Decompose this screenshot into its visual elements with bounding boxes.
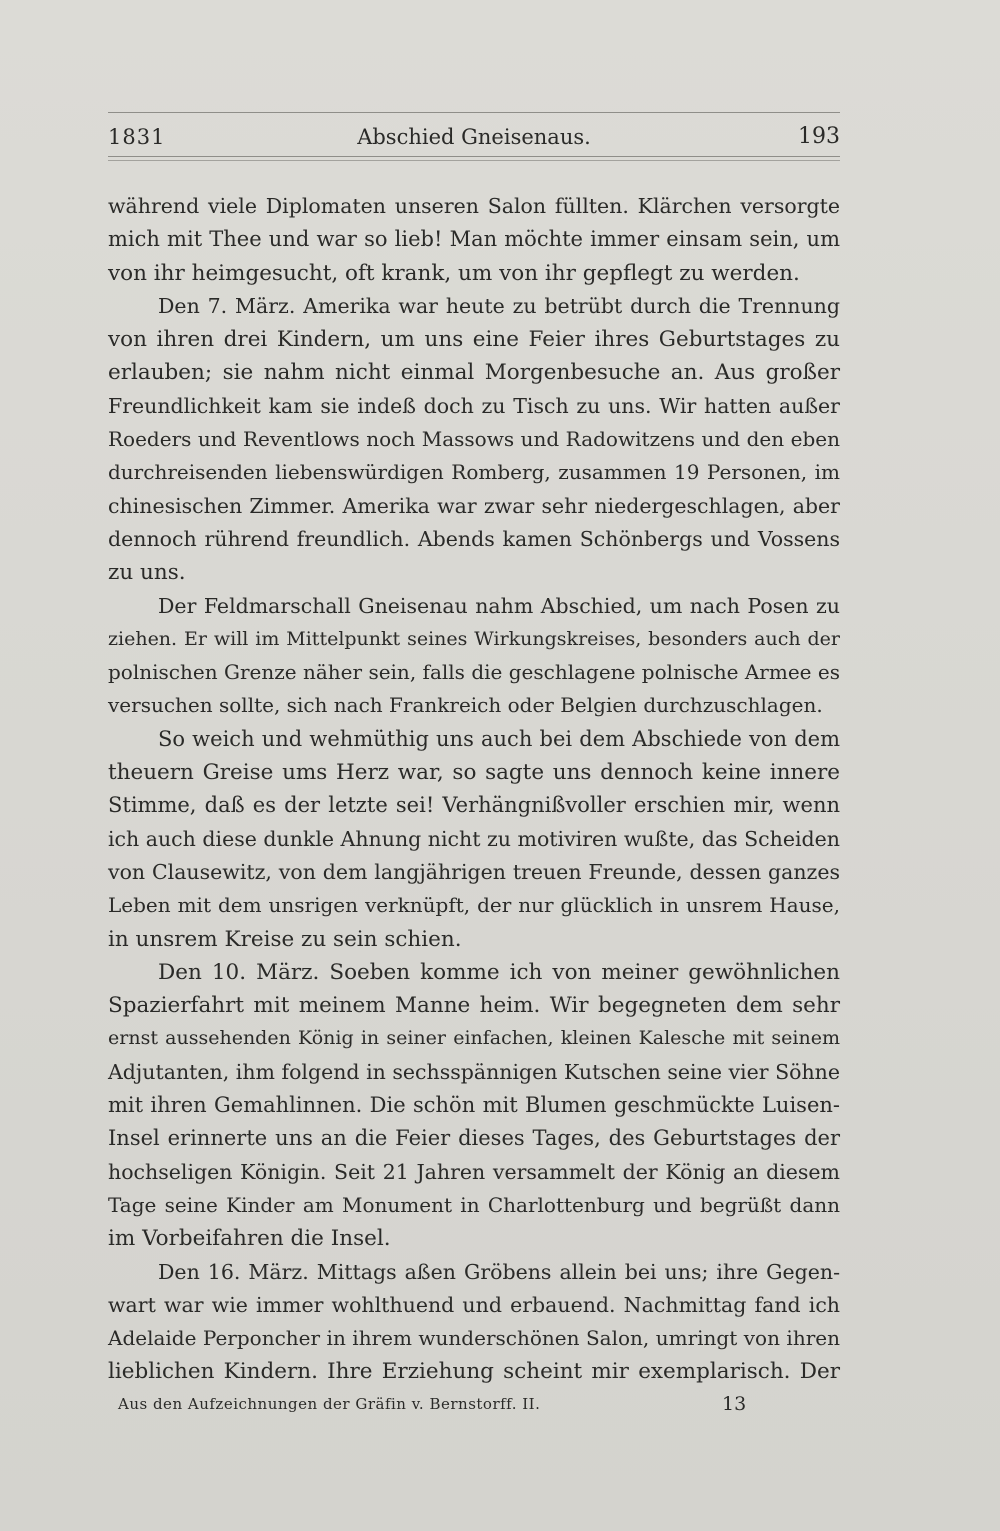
page-number: 193 [798, 124, 840, 149]
text-line: mit ihren Gemahlinnen. Die schön mit Blumen geschmückte Luisen- [108, 1093, 840, 1118]
text-line: versuchen sollte, sich nach Frankreich oder Belgien durchzuschlagen. [108, 693, 823, 718]
text-line: Spazierfahrt mit meinem Manne heim. Wir begegneten dem sehr [108, 993, 840, 1019]
text-line: Roeders und Reventlows noch Massows und Radowitzens und den eben [108, 427, 840, 452]
header-rule-bottom-thin [108, 160, 840, 161]
text-line: lieblichen Kindern. Ihre Erziehung scheint mir exemplarisch. Der [108, 1359, 840, 1385]
text-line: Stimme, daß es der letzte sei! Verhängnißvoller erschien mir, wenn [108, 793, 840, 818]
text-line: mich mit Thee und war so lieb! Man möchte immer einsam sein, um [108, 227, 840, 252]
text-line: theuern Greise ums Herz war, so sagte uns dennoch keine innere [108, 760, 840, 786]
text-line: Den 7. März. Amerika war heute zu betrübt durch die Trennung [158, 293, 840, 318]
signature-mark: 13 [722, 1393, 747, 1415]
text-line: im Vorbeifahren die Insel. [108, 1226, 391, 1252]
body-text [108, 190, 840, 1389]
header-year: 1831 [108, 125, 166, 149]
text-line: Den 16. März. Mittags aßen Gröbens allein bei uns; ihre Gegen- [158, 1259, 840, 1284]
header-title: Abschied Gneisenaus. [357, 125, 591, 149]
header-rule-bottom [108, 156, 840, 157]
text-line: hochseligen Königin. Seit 21 Jahren versammelt der König an diesem [108, 1159, 840, 1184]
text-line: polnischen Grenze näher sein, falls die geschlagene polnische Armee es [108, 660, 840, 685]
text-line: in unsrem Kreise zu sein schien. [108, 926, 462, 952]
text-line: Adjutanten, ihm folgend in sechsspännigen Kutschen seine vier Söhne [108, 1059, 840, 1084]
text-line: ernst aussehenden König in seiner einfachen, kleinen Kalesche mit seinem [108, 1027, 840, 1050]
text-line: Insel erinnerte uns an die Feier dieses Tages, des Geburtstages der [108, 1126, 840, 1151]
text-line: durchreisenden liebenswürdigen Romberg, zusammen 19 Personen, im [108, 460, 840, 485]
text-line: Leben mit dem unsrigen verknüpft, der nur glücklich in unsrem Hause, [108, 893, 840, 918]
footer-source: Aus den Aufzeichnungen der Gräfin v. Bernstorff. II. [118, 1395, 541, 1413]
text-line: Den 10. März. Soeben komme ich von meiner gewöhnlichen [158, 959, 840, 985]
text-line: wart war wie immer wohlthuend und erbauend. Nachmittag fand ich [108, 1292, 840, 1317]
text-line: von ihren drei Kindern, um uns eine Feier ihres Geburtstages zu [108, 327, 840, 353]
text-line: zu uns. [108, 560, 186, 586]
text-line: während viele Diplomaten unseren Salon füllten. Klärchen versorgte [108, 194, 840, 218]
text-line: Der Feldmarschall Gneisenau nahm Abschied, um nach Posen zu [158, 593, 840, 618]
header-rule-top [108, 112, 840, 113]
text-line: Freundlichkeit kam sie indeß doch zu Tisch zu uns. Wir hatten außer [108, 393, 840, 418]
text-line: ziehen. Er will im Mittelpunkt seines Wirkungskreises, besonders auch der [108, 627, 840, 650]
running-head [108, 122, 840, 152]
text-line: ich auch diese dunkle Ahnung nicht zu motiviren wußte, das Scheiden [108, 826, 840, 851]
text-line: chinesischen Zimmer. Amerika war zwar sehr niedergeschlagen, aber [108, 493, 840, 518]
text-line: So weich und wehmüthig uns auch bei dem Abschiede von dem [158, 726, 840, 751]
text-line: dennoch rührend freundlich. Abends kamen Schönbergs und Vossens [108, 526, 840, 551]
text-line: von Clausewitz, von dem langjährigen treuen Freunde, dessen ganzes [108, 859, 840, 884]
text-line: erlauben; sie nahm nicht einmal Morgenbesuche an. Aus großer [108, 360, 840, 386]
text-line: Tage seine Kinder am Monument in Charlottenburg und begrüßt dann [108, 1192, 840, 1217]
text-line: von ihr heimgesucht, oft krank, um von ihr gepflegt zu werden. [108, 260, 800, 286]
text-line: Adelaide Perponcher in ihrem wunderschönen Salon, umringt von ihren [108, 1326, 840, 1351]
